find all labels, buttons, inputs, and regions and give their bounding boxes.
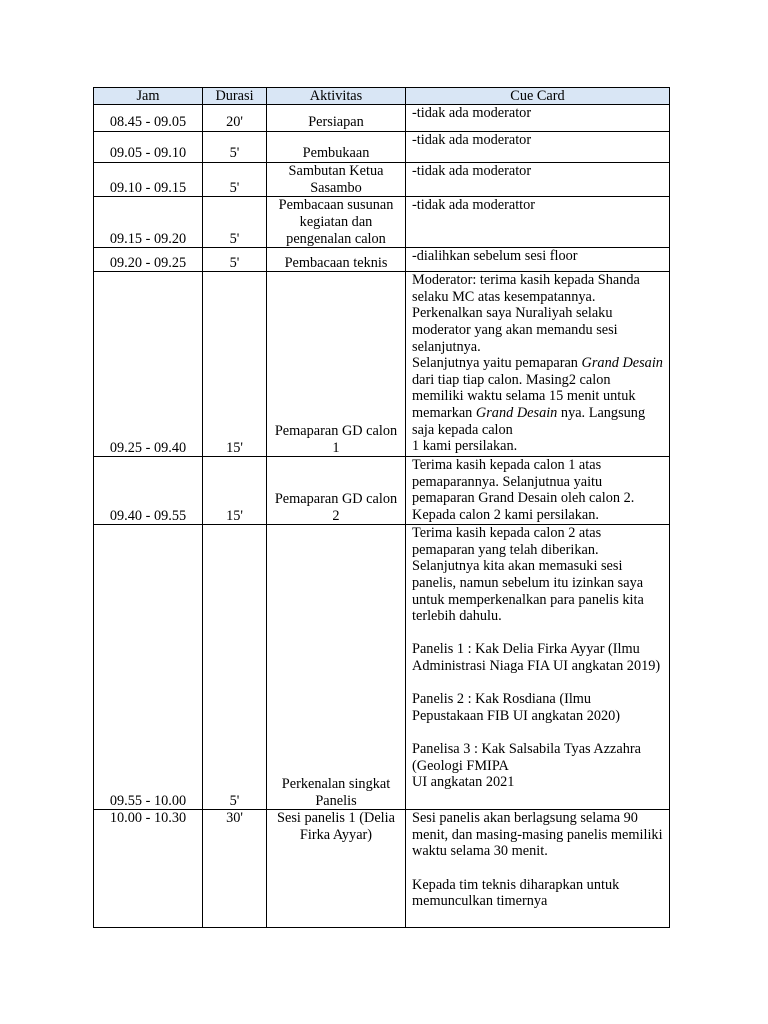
durasi-cell: 15' bbox=[203, 272, 267, 457]
table-header-row bbox=[94, 88, 670, 105]
table-row bbox=[94, 132, 670, 163]
jam-cell: 09.25 - 09.40 bbox=[94, 272, 203, 457]
table-row bbox=[94, 272, 670, 457]
cue-card-cell bbox=[406, 810, 670, 928]
cue-panelis-3a: Panelisa 3 : Kak Salsabila Tyas Azzahra (Geologi FMIPA bbox=[412, 740, 645, 774]
cue-panel-session-text: Sesi panelis akan berlagsung selama 90 menit, dan masing-masing panelis memiliki waktu selama 30 menit. bbox=[412, 810, 667, 860]
rundown-table bbox=[93, 87, 670, 928]
aktivitas-cell: Pembacaan teknis bbox=[267, 248, 406, 272]
durasi-cell: 5' bbox=[203, 197, 267, 248]
header-durasi: Durasi bbox=[203, 88, 267, 105]
cue-next-text bbox=[412, 355, 667, 438]
cue-card-cell bbox=[406, 272, 670, 457]
durasi-cell: 15' bbox=[203, 457, 267, 525]
aktivitas-cell: Sesi panelis 1 (Delia Firka Ayyar) bbox=[267, 810, 406, 928]
header-aktivitas: Aktivitas bbox=[267, 88, 406, 105]
cue-next-d: 1 kami persilakan. bbox=[412, 438, 518, 455]
header-cue-card: Cue Card bbox=[406, 88, 670, 105]
durasi-cell: 30' bbox=[203, 810, 267, 928]
durasi-cell: 5' bbox=[203, 163, 267, 197]
cue-next-a: Selanjutnya yaitu pemaparan bbox=[412, 355, 582, 372]
cue-card-cell: -tidak ada moderattor bbox=[406, 197, 670, 248]
table-row bbox=[94, 105, 670, 132]
aktivitas-cell: Pemaparan GD calon 2 bbox=[267, 457, 406, 525]
jam-cell: 09.10 - 09.15 bbox=[94, 163, 203, 197]
cue-panelis-3b: UI angkatan 2021 bbox=[412, 774, 515, 791]
table-row bbox=[94, 197, 670, 248]
cue-next-c: nya. Langsung saja kepada calon bbox=[412, 404, 649, 438]
cue-next-b: dari tiap tiap calon. Masing2 calon memiliki waktu selama 15 menit untuk memarkan bbox=[412, 355, 667, 421]
table-row bbox=[94, 810, 670, 928]
aktivitas-cell: Perkenalan singkat Panelis bbox=[267, 525, 406, 810]
cue-intro-text: Terima kasih kepada calon 2 atas pemaparan yang telah diberikan. Selanjutnya kita akan memasuki sesi panelis, namun sebelum itu izinkan saya untuk memperkenalkan para panelis kita terlebih dahulu. bbox=[412, 525, 648, 625]
cue-moderator-text: Moderator: terima kasih kepada Shanda selaku MC atas kesempatannya. Perkenalkan saya Nuraliyah selaku moderator yang akan memandu sesi selanjutnya. bbox=[412, 272, 644, 355]
cue-card-cell: -tidak ada moderator bbox=[406, 105, 670, 132]
cue-technical-text: Kepada tim teknis diharapkan untuk memunculkan timernya bbox=[412, 876, 623, 910]
durasi-cell: 5' bbox=[203, 132, 267, 163]
jam-cell: 08.45 - 09.05 bbox=[94, 105, 203, 132]
cue-card-cell: -tidak ada moderator bbox=[406, 163, 670, 197]
table-row bbox=[94, 163, 670, 197]
cue-panelis-1: Panelis 1 : Kak Delia Firka Ayyar (Ilmu Administrasi Niaga FIA UI angkatan 2019) bbox=[412, 641, 661, 674]
cue-card-cell: -dialihkan sebelum sesi floor bbox=[406, 248, 670, 272]
cue-card-cell: -tidak ada moderator bbox=[406, 132, 670, 163]
aktivitas-cell: Pembacaan susunan kegiatan dan pengenalan calon bbox=[267, 197, 406, 248]
aktivitas-cell: Pembukaan bbox=[267, 132, 406, 163]
cue-card-cell bbox=[406, 525, 670, 810]
cue-grand-desain-2: Grand Desain bbox=[475, 404, 558, 421]
table-row bbox=[94, 248, 670, 272]
jam-cell: 09.20 - 09.25 bbox=[94, 248, 203, 272]
cue-grand-desain-1: Grand Desain bbox=[581, 355, 663, 372]
durasi-cell: 5' bbox=[203, 525, 267, 810]
durasi-cell: 20' bbox=[203, 105, 267, 132]
aktivitas-cell: Pemaparan GD calon 1 bbox=[267, 272, 406, 457]
table-row bbox=[94, 525, 670, 810]
jam-cell: 09.15 - 09.20 bbox=[94, 197, 203, 248]
cue-card-cell: Terima kasih kepada calon 1 atas pemaparannya. Selanjutnua yaitu pemaparan Grand Desain oleh calon 2. Kepada calon 2 kami persilakan. bbox=[406, 457, 670, 525]
jam-cell: 09.55 - 10.00 bbox=[94, 525, 203, 810]
table-row bbox=[94, 457, 670, 525]
jam-cell: 09.05 - 09.10 bbox=[94, 132, 203, 163]
header-jam: Jam bbox=[94, 88, 203, 105]
aktivitas-cell: Persiapan bbox=[267, 105, 406, 132]
cue-panelis-2: Panelis 2 : Kak Rosdiana (Ilmu Pepustakaan FIB UI angkatan 2020) bbox=[412, 691, 621, 724]
jam-cell: 09.40 - 09.55 bbox=[94, 457, 203, 525]
durasi-cell: 5' bbox=[203, 248, 267, 272]
aktivitas-cell: Sambutan Ketua Sasambo bbox=[267, 163, 406, 197]
jam-cell: 10.00 - 10.30 bbox=[94, 810, 203, 928]
